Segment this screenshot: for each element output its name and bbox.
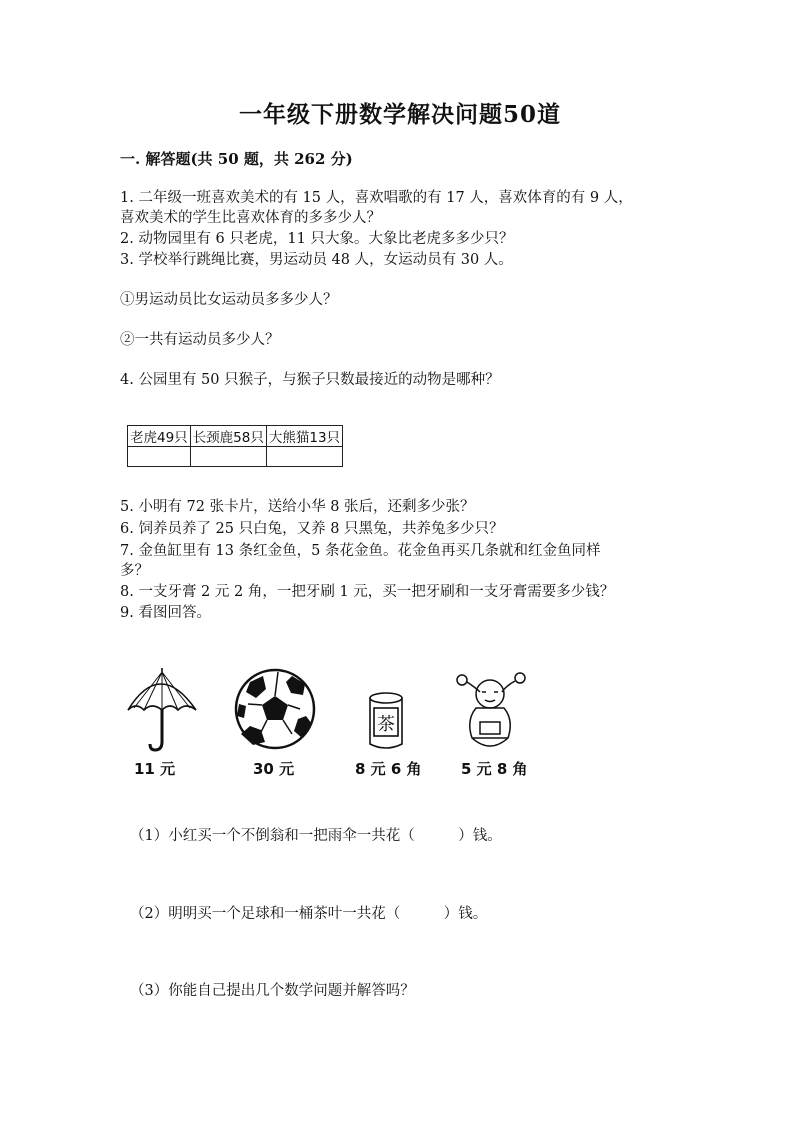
- question-3: （3）你能自己提出几个数学问题并解答吗？: [130, 983, 415, 999]
- problem-5: 5. 小明有 72 张卡片，送给小华 8 张后，还剩多少张？: [120, 499, 475, 515]
- page-title: 一年级下册数学解决问题50道: [238, 101, 561, 128]
- problem-6: 6. 饲养员养了 25 只白兔，又养 8 只黑兔，共养兔多少只？: [120, 521, 504, 537]
- problem-3-part-1: ①男运动员比女运动员多多少人？: [120, 292, 338, 308]
- problem-1-line-1: 1. 二年级一班喜欢美术的有 15 人，喜欢唱歌的有 17 人，喜欢体育的有 9 人，: [120, 190, 633, 206]
- problem-4: 4. 公园里有 50 只猴子，与猴子只数最接近的动物是哪种？: [120, 372, 500, 388]
- problem-1-line-2: 喜欢美术的学生比喜欢体育的多多少人？: [120, 210, 381, 226]
- problem-2: 2. 动物园里有 6 只老虎，11 只大象。大象比老虎多多少只？: [120, 231, 514, 247]
- umbrella-price: 11 元: [134, 760, 176, 778]
- tumbler-doll-price: 5 元 8 角: [461, 760, 528, 778]
- table-cell: [128, 447, 191, 467]
- problem-3: 3. 学校举行跳绳比赛，男运动员 48 人，女运动员有 30 人。: [120, 252, 513, 268]
- animal-table: [127, 425, 343, 467]
- tea-can-price: 8 元 6 角: [355, 760, 422, 778]
- tumbler-doll-icon: [457, 673, 525, 746]
- question-1: （1）小红买一个不倒翁和一把雨伞一共花（ ）钱。: [130, 828, 502, 844]
- table-cell: 老虎49只: [128, 426, 191, 447]
- table-cell: 大熊猫13只: [266, 426, 342, 447]
- table-blank-row: [128, 447, 343, 467]
- problem-8: 8. 一支牙膏 2 元 2 角，一把牙刷 1 元，买一把牙刷和一支牙膏需要多少钱？: [120, 584, 615, 600]
- umbrella-icon: [128, 668, 196, 750]
- problem-3-part-2: ②一共有运动员多少人？: [120, 332, 280, 348]
- tea-label: 茶: [377, 714, 395, 735]
- table-header-row: [128, 426, 343, 447]
- table-cell: 长颈鹿58只: [190, 426, 266, 447]
- problem-7-line-2: 多？: [120, 563, 149, 579]
- problem-7-line-1: 7. 金鱼缸里有 13 条红金鱼，5 条花金鱼。花金鱼再买几条就和红金鱼同样: [120, 543, 601, 559]
- question-2: （2）明明买一个足球和一桶茶叶一共花（ ）钱。: [130, 906, 488, 922]
- football-icon: [236, 670, 314, 748]
- tea-can-icon: [370, 693, 402, 748]
- problem-9: 9. 看图回答。: [120, 605, 211, 621]
- table-cell: [190, 447, 266, 467]
- section-heading: 一. 解答题(共 50 题，共 262 分): [120, 150, 353, 168]
- table-cell: [266, 447, 342, 467]
- football-price: 30 元: [253, 760, 295, 778]
